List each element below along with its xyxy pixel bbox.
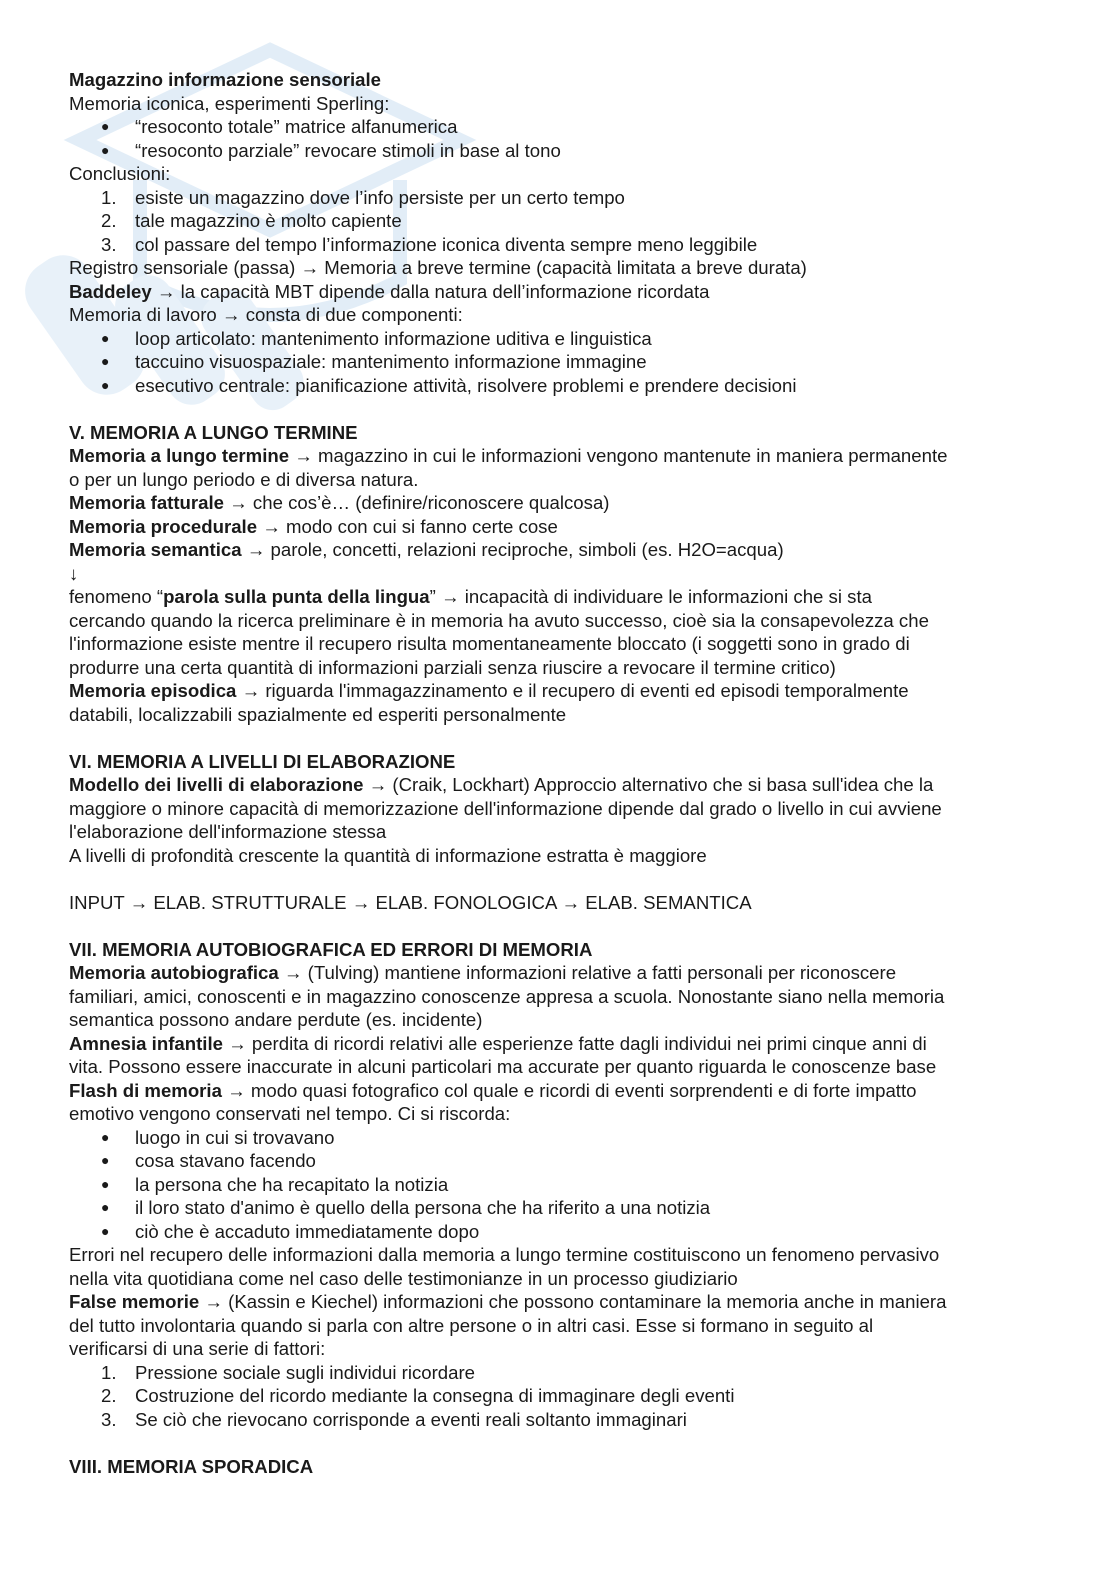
- paragraph: databili, localizzabili spazialmente ed esperiti personalmente: [69, 703, 567, 725]
- list-item: ● esecutivo centrale: pianificazione attività, risolvere problemi e prendere decisioni: [101, 374, 797, 396]
- bullet-list-working-memory: [69, 327, 1059, 398]
- paragraph: maggiore o minore capacità di memorizzazione dell'informazione dipende dal grado o livello in cui avviene: [69, 797, 942, 819]
- list-item: ● la persona che ha recapitato la notizia: [101, 1173, 449, 1195]
- paragraph: l'informazione esiste mentre il recupero risulta momentaneamente bloccato (i soggetti sono in grado di: [69, 633, 910, 654]
- list-item: 3. Se ciò che rievocano corrisponde a eventi reali soltanto immaginari: [101, 1408, 687, 1430]
- paragraph: Amnesia infantile → perdita di ricordi relativi alle esperienze fatte dagli individui nei primi cinque anni di: [69, 1032, 927, 1054]
- list-item: 1. esiste un magazzino dove l’info persiste per un certo tempo: [101, 186, 625, 208]
- paragraph: Memoria procedurale → modo con cui si fanno certe cose: [69, 515, 558, 537]
- paragraph: verificarsi di una serie di fattori:: [69, 1338, 326, 1359]
- list-item: ● ciò che è accaduto immediatamente dopo: [101, 1220, 480, 1242]
- bullet-list-flash: [69, 1126, 1059, 1244]
- paragraph: familiari, amici, conoscenti e in magazzino conoscenze appresa a scuola. Nonostante siano nella memoria: [69, 985, 945, 1007]
- paragraph: Memoria iconica, esperimenti Sperling:: [69, 92, 390, 114]
- list-item: ● cosa stavano facendo: [101, 1150, 316, 1171]
- bullet-icon: ●: [101, 1222, 110, 1239]
- list-item: 3. col passare del tempo l’informazione iconica diventa sempre meno leggibile: [101, 233, 758, 255]
- document-page: [69, 68, 1059, 1478]
- numbered-list-false-memories: [69, 1361, 1059, 1432]
- bullet-icon: ●: [101, 118, 110, 134]
- processing-flow: INPUT → ELAB. STRUTTURALE → ELAB. FONOLOGICA → ELAB. SEMANTICA: [69, 891, 752, 913]
- bullet-icon: ●: [101, 376, 110, 393]
- paragraph: semantica possono andare perdute (es. incidente): [69, 1009, 483, 1030]
- list-item: 2. Costruzione del ricordo mediante la consegna di immaginare degli eventi: [101, 1385, 735, 1406]
- paragraph: Memoria semantica → parole, concetti, relazioni reciproche, simboli (es. H2O=acqua): [69, 539, 784, 560]
- paragraph: Memoria di lavoro → consta di due componenti:: [69, 304, 463, 325]
- list-item: ● taccuino visuospaziale: mantenimento informazione immagine: [101, 351, 647, 372]
- paragraph: Conclusioni:: [69, 163, 171, 184]
- paragraph: Memoria fatturale → che cos’è… (definire/riconoscere qualcosa): [69, 492, 610, 513]
- paragraph: Errori nel recupero delle informazioni dalla memoria a lungo termine costituiscono un fenomeno pervasivo: [69, 1244, 940, 1265]
- paragraph: False memorie → (Kassin e Kiechel) informazioni che possono contaminare la memoria anche in maniera: [69, 1291, 947, 1312]
- bullet-icon: ●: [101, 1199, 110, 1215]
- paragraph: Memoria a lungo termine → magazzino in cui le informazioni vengono mantenute in maniera permanente: [69, 445, 948, 466]
- paragraph: emotivo vengono conservati nel tempo. Ci si riscorda:: [69, 1103, 511, 1124]
- section-title-sensory: Magazzino informazione sensoriale: [69, 69, 382, 90]
- bullet-icon: ●: [101, 1175, 110, 1192]
- paragraph: vita. Possono essere inaccurate in alcuni particolari ma accurate per quanto riguarda le conoscenze base: [69, 1056, 937, 1077]
- paragraph: cercando quando la ricerca preliminare è in memoria ha avuto successo, cioè sia la consapevolezza che: [69, 609, 929, 631]
- paragraph: Modello dei livelli di elaborazione → (Craik, Lockhart) Approccio alternativo che si basa sull'idea che la: [69, 774, 934, 795]
- paragraph: Memoria episodica → riguarda l'immagazzinamento e il recupero di eventi ed episodi temporalmente: [69, 680, 909, 701]
- bullet-icon: ●: [101, 141, 110, 158]
- paragraph: Memoria autobiografica → (Tulving) mantiene informazioni relative a fatti personali per riconoscere: [69, 962, 897, 983]
- paragraph: A livelli di profondità crescente la quantità di informazione estratta è maggiore: [69, 844, 707, 866]
- section-title-vii: VII. MEMORIA AUTOBIOGRAFICA ED ERRORI DI MEMORIA: [69, 938, 593, 960]
- list-item: ● luogo in cui si trovavano: [101, 1126, 335, 1148]
- bullet-icon: ●: [101, 1128, 110, 1145]
- down-arrow-icon: ↓: [69, 562, 79, 584]
- section-title-viii: VIII. MEMORIA SPORADICA: [69, 1455, 314, 1477]
- section-title-vi: VI. MEMORIA A LIVELLI DI ELABORAZIONE: [69, 750, 456, 772]
- list-item: 1. Pressione sociale sugli individui ricordare: [101, 1361, 476, 1383]
- paragraph: Flash di memoria → modo quasi fotografico col quale e ricordi di eventi sorprendenti e di forte impatto: [69, 1079, 917, 1101]
- list-item: ● loop articolato: mantenimento informazione uditiva e linguistica: [101, 327, 652, 349]
- paragraph: produrre una certa quantità di informazioni parziali senza riuscire a revocare il termine critico): [69, 656, 836, 678]
- paragraph: del tutto involontaria quando si parla con altre persone o in altri casi. Esse si formano in seguito al: [69, 1314, 874, 1336]
- bullet-icon: ●: [101, 1152, 110, 1168]
- paragraph: o per un lungo periodo e di diversa natura.: [69, 468, 419, 490]
- bullet-icon: ●: [101, 329, 110, 346]
- paragraph: fenomeno “parola sulla punta della lingua” → incapacità di individuare le informazioni che si sta: [69, 586, 872, 607]
- list-item: 2. tale magazzino è molto capiente: [101, 210, 402, 231]
- paragraph: nella vita quotidiana come nel caso delle testimonianze in un processo giudiziario: [69, 1267, 738, 1289]
- numbered-list-conclusions: [69, 186, 1059, 257]
- paragraph: Registro sensoriale (passa) → Memoria a breve termine (capacità limitata a breve durata): [69, 257, 807, 278]
- list-item: ● “resoconto totale” matrice alfanumerica: [101, 116, 458, 137]
- paragraph: l'elaborazione dell'informazione stessa: [69, 821, 387, 842]
- paragraph: Baddeley → la capacità MBT dipende dalla natura dell’informazione ricordata: [69, 280, 710, 302]
- section-title-v: V. MEMORIA A LUNGO TERMINE: [69, 421, 358, 443]
- list-item: ● il loro stato d'animo è quello della persona che ha riferito a una notizia: [101, 1197, 711, 1218]
- list-item: ● “resoconto parziale” revocare stimoli in base al tono: [101, 139, 561, 161]
- bullet-icon: ●: [101, 353, 110, 369]
- bullet-list-sperling: [69, 115, 1059, 162]
